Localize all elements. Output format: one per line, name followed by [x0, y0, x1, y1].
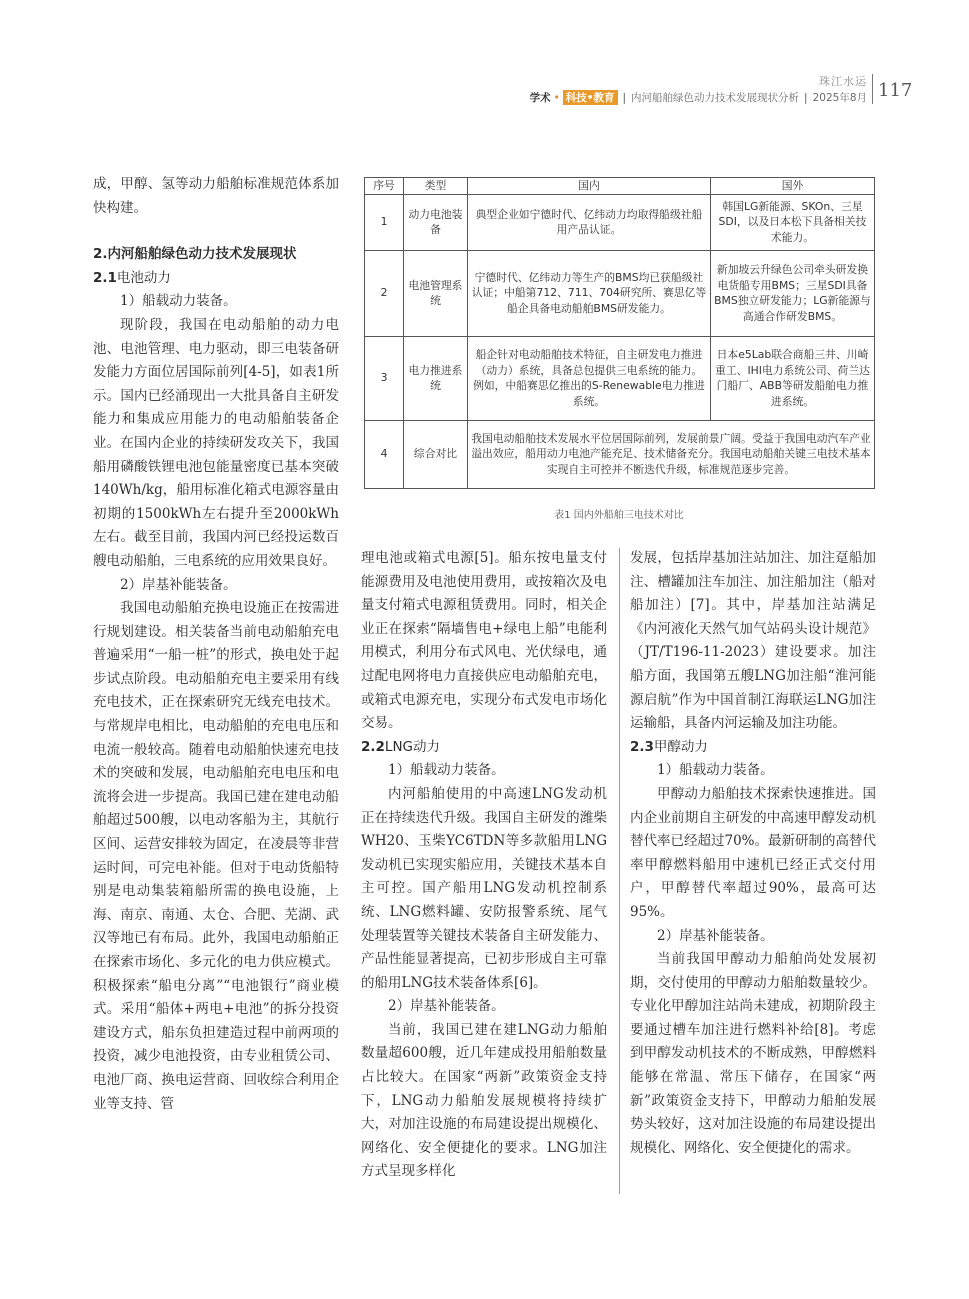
subsection-number: 2.2 — [361, 738, 385, 755]
comparison-table — [364, 177, 875, 489]
subsection-heading — [93, 267, 339, 291]
item-heading: 2）岸基补能装备。 — [120, 576, 237, 593]
table-row — [365, 194, 875, 250]
subsection-title: LNG动力 — [384, 738, 441, 755]
subsection-number: 2.1 — [93, 269, 117, 286]
section-heading: 2.内河船舶绿色动力技术发展现状 — [93, 246, 297, 263]
header-separator: | — [622, 91, 627, 104]
issue-date: 2025年8月 — [812, 92, 867, 104]
cell-foreign: 日本e5Lab联合商船三井、川崎重工、IHI电力系统公司、荷兰达门船厂、ABB等研发船舶电力推进系统。 — [711, 336, 875, 420]
body-paragraph: 我国电动船舶充换电设施正在按需进行规划建设。相关装备当前电动船舶充电普遍采用“一船一桩”的形式，换电处于起步试点阶段。电动船舶充电主要采用有线充电技术，正在探索研究无线充电技术。与常规岸电相比，电动船舶的充电电压和电流一般较高。随着电动船舶快速充电技术的突破和发展，电动船舶充电电压和电流将会进一步提高。我国已建在建电动船舶超过500艘，以电动客船为主，其航行区间、运营安排较为固定，在凌晨等非营运时间，可完电补能。但对于电动货船特别是电动集装箱船所需的换电设施，上海、南京、南通、太仓、合肥、芜湖、武汉等地已有布局。此外，我国电动船舶正在探索市场化、多元化的电力供应模式。积极探索“船电分离”“电池银行”商业模式。采用“船体+两电+电池”的拆分投资建设方式，船东负担建造过程中前两项的投资，减少电池投资，由专业租赁公司、电池厂商、换电运营商、回收综合利用企业等支持、管 — [93, 600, 339, 1112]
cell-type: 电力推进系统 — [404, 336, 468, 420]
table-header-row — [365, 178, 875, 195]
section-label: 学术 — [529, 92, 551, 104]
cell-no: 3 — [365, 336, 404, 420]
cell-type: 动力电池装备 — [404, 194, 468, 250]
cell-no: 2 — [365, 250, 404, 336]
header-cell-foreign: 国外 — [711, 178, 875, 195]
text-column-3 — [630, 547, 876, 1160]
paragraph-continued: 理电池或箱式电源[5]。船东按电量支付能源费用及电池使用费用，或按箱次及电量支付箱式电源租赁费用。同时，相关企业正在探索“隔墙售电+绿电上船”电能利用模式，利用分布式风电、光伏绿电，通过配电网将电力直接供应电动船舶充电，或箱式电源充电，实现分布式发电市场化交易。 — [361, 550, 607, 732]
paragraph-continued: 成，甲醇、氢等动力船舶标准规范体系加快构建。 — [93, 176, 339, 216]
paragraph-continued: 发展，包括岸基加注站加注、加注趸船加注、槽罐加注车加注、加注船加注（船对船加注）[7]。其中，岸基加注站满足《内河液化天然气加气站码头设计规范》（JT/T196-11-2023）建设要求。加注船方面，我国第五艘LNG加注船“淮河能源启航”作为中国首制江海联运LNG加注运输船，具备内河运输及加注功能。 — [630, 550, 876, 732]
body-paragraph: 当前，我国已建在建LNG动力船舶数量超600艘，近几年建成投用船舶数量占比较大。在国家“两新”政策资金支持下，LNG动力船舶发展规模将持续扩大，对加注设施的布局建设提出规模化、网络化、安全便捷化的要求。LNG加注方式呈现多样化 — [361, 1021, 607, 1180]
header-cell-no: 序号 — [365, 178, 404, 195]
subsection-heading — [361, 736, 607, 760]
item-heading: 1）船载动力装备。 — [388, 762, 505, 779]
body-paragraph: 当前我国甲醇动力船舶尚处发展初期，交付使用的甲醇动力船舶数量较少。专业化甲醇加注站尚未建成，初期阶段主要通过槽车加注进行燃料补给[8]。考虑到甲醇发动机技术的不断成熟，甲醇燃料能够在常温、常压下储存，在国家“两新”政策资金支持下，甲醇动力船舶发展势头较好，这对加注设施的布局建设提出规模化、网络化、安全便捷化的需求。 — [630, 951, 876, 1156]
cell-no: 1 — [365, 194, 404, 250]
article-title: 内河船舶绿色动力技术发展现状分析 — [631, 92, 800, 104]
column-divider — [619, 548, 620, 1194]
cell-no: 4 — [365, 420, 404, 488]
section-dot: • — [553, 91, 560, 104]
header-cell-type: 类型 — [404, 178, 468, 195]
cell-domestic: 宁德时代、亿纬动力等生产的BMS均已获船级社认证；中船第712、711、704研究所、赛思亿等船企具备电动船舶BMS研发能力。 — [468, 250, 711, 336]
subsection-title: 电池动力 — [116, 269, 171, 286]
body-paragraph: 内河船舶使用的中高速LNG发动机正在持续迭代升级。我国自主研发的潍柴WH20、玉柴YC6TDN等多款船用LNG发动机已实现实船应用，关键技术基本自主可控。国产船用LNG发动机控制系统、LNG燃料罐、安防报警系统、尾气处理装置等关键技术装备自主研发能力、产品性能显著提高，已初步形成自主可靠的船用LNG技术装备体系[6]。 — [361, 785, 607, 991]
subsection-title: 甲醇动力 — [653, 738, 708, 755]
cell-type: 综合对比 — [404, 420, 468, 488]
cell-type: 电池管理系统 — [404, 250, 468, 336]
table-row — [365, 420, 875, 488]
running-header — [530, 90, 867, 105]
item-heading: 1）船载动力装备。 — [120, 293, 237, 310]
header-divider — [872, 74, 873, 104]
subsection-heading — [630, 736, 876, 760]
header-separator: | — [804, 91, 808, 104]
table-caption: 表1 国内外船舶三电技术对比 — [554, 510, 684, 521]
header-cell-domestic: 国内 — [468, 178, 711, 195]
cell-foreign: 韩国LG新能源、SKOn、三星SDI，以及日本松下具备相关技术能力。 — [711, 194, 875, 250]
cell-foreign: 新加坡云升绿色公司牵头研发换电货船专用BMS；三星SDI具备BMS独立研发能力；LG新能源与高通合作研发BMS。 — [711, 250, 875, 336]
body-paragraph: 甲醇动力船舶技术探索快速推进。国内企业前期自主研发的中高速甲醇发动机替代率已经超过70%。最新研制的高替代率甲醇燃料船用中速机已经正式交付用户，甲醇替代率超过90%，最高可达95%。 — [630, 785, 877, 920]
cell-domestic: 船企针对电动船舶技术特征，自主研发电力推进（动力）系统，具备总包提供三电系统的能力。例如，中船赛思亿推出的S-Renewable电力推进系统。 — [468, 336, 711, 420]
item-heading: 2）岸基补能装备。 — [657, 927, 774, 944]
journal-name: 珠江水运 — [819, 75, 867, 88]
item-heading: 1）船载动力装备。 — [657, 762, 774, 779]
text-column-1 — [93, 173, 339, 1116]
subsection-number: 2.3 — [630, 738, 654, 755]
cell-domestic: 典型企业如宁德时代、亿纬动力均取得船级社船用产品认证。 — [468, 194, 711, 250]
section-badge: 科技•教育 — [563, 90, 618, 105]
cell-summary: 我国电动船舶技术发展水平位居国际前列，发展前景广阔。受益于我国电动汽车产业溢出效应，船用动力电池产能充足、技术储备充分。我国电动船舶关键三电技术基本实现自主可控并不断迭代升级，标准规范逐步完善。 — [468, 420, 875, 488]
page-number: 117 — [878, 80, 913, 101]
table-row — [365, 336, 875, 420]
text-column-2 — [361, 547, 607, 1184]
body-paragraph: 现阶段，我国在电动船舶的动力电池、电池管理、电力驱动，即三电装备研发能力方面位居国际前列[4-5]，如表1所示。国内已经涌现出一大批具备自主研发能力和集成应用能力的电动船舶装备企业。在国内企业的持续研发攻关下，我国船用磷酸铁锂电池包能量密度已基本突破140Wh/kg，船用标准化箱式电源容量由初期的1500kWh左右提升至2000kWh左右。截至目前，我国内河已经投运数百艘电动船舶，三电系统的应用效果良好。 — [93, 316, 339, 569]
table-row — [365, 250, 875, 336]
item-heading: 2）岸基补能装备。 — [388, 998, 505, 1015]
